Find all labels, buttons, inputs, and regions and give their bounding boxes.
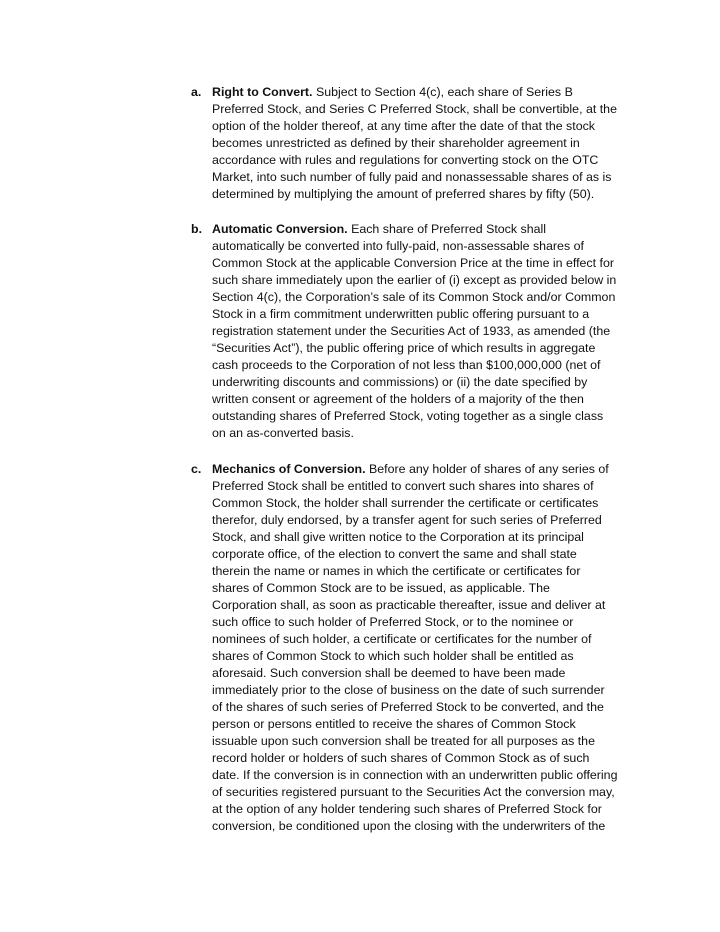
paragraph-line: “Securities Act”), the public offering price of which results in aggregate <box>212 341 596 355</box>
paragraph-line: underwriting discounts and commissions) or (ii) the date specified by <box>212 375 588 389</box>
section-heading: Automatic Conversion. <box>212 222 348 236</box>
line-text: Each share of Preferred Stock shall <box>347 222 546 236</box>
paragraph-line <box>212 84 641 101</box>
section-marker: a. <box>191 85 202 99</box>
paragraph-line: therefor, duly endorsed, by a transfer agent for such series of Preferred <box>212 513 602 527</box>
line-text: Before any holder of shares of any series of <box>365 462 609 476</box>
paragraph-line <box>212 461 641 478</box>
paragraph-line: corporate office, of the election to convert the same and shall state <box>212 547 577 561</box>
paragraph-line: Common Stock at the applicable Conversion Price at the time in effect for <box>212 256 614 270</box>
paragraph-line: option of the holder thereof, at any time after the date of that the stock <box>212 119 595 133</box>
section-marker: c. <box>191 462 202 476</box>
line-text: Subject to Section 4(c), each share of Series B <box>312 85 573 99</box>
paragraph-line: date. If the conversion is in connection with an underwritten public offering <box>212 768 618 782</box>
paragraph-line: issuable upon such conversion shall be treated for all purposes as the <box>212 734 595 748</box>
paragraph-line: on an as-converted basis. <box>212 426 354 440</box>
paragraph-line: record holder or holders of such shares of Common Stock as of such <box>212 751 590 765</box>
paragraph-line: therein the name or names in which the certificate or certificates for <box>212 564 581 578</box>
paragraph-line: Preferred Stock shall be entitled to convert such shares into shares of <box>212 479 594 493</box>
paragraph-line: at the option of any holder tendering such shares of Preferred Stock for <box>212 802 602 816</box>
section-paragraph <box>212 221 641 442</box>
paragraph-line: shares of Common Stock to which such holder shall be entitled as <box>212 649 574 663</box>
paragraph-line: nominees of such holder, a certificate or certificates for the number of <box>212 632 592 646</box>
paragraph-line: cash proceeds to the Corporation of not less than $100,000,000 (net of <box>212 358 601 372</box>
paragraph-line: of securities registered pursuant to the Securities Act the conversion may, <box>212 785 615 799</box>
paragraph-line: Stock, and shall give written notice to the Corporation at its principal <box>212 530 584 544</box>
section-marker: b. <box>191 222 203 236</box>
paragraph-line: accordance with rules and regulations for converting stock on the OTC <box>212 153 599 167</box>
paragraph-line: Common Stock, the holder shall surrender the certificate or certificates <box>212 496 599 510</box>
paragraph-line: person or persons entitled to receive the shares of Common Stock <box>212 717 576 731</box>
paragraph-line: Section 4(c), the Corporation’s sale of its Common Stock and/or Common <box>212 290 616 304</box>
paragraph-line: shares of Common Stock are to be issued, as applicable. The <box>212 581 550 595</box>
section-heading: Right to Convert. <box>212 85 313 99</box>
paragraph-line: immediately prior to the close of business on the date of such surrender <box>212 683 605 697</box>
paragraph-line: such share immediately upon the earlier of (i) except as provided below in <box>212 273 617 287</box>
paragraph-line: aforesaid. Such conversion shall be deemed to have been made <box>212 666 566 680</box>
paragraph-line: becomes unrestricted as defined by their shareholder agreement in <box>212 136 580 150</box>
paragraph-line: Market, into such number of fully paid and nonassessable shares of as is <box>212 170 612 184</box>
paragraph-line: determined by multiplying the amount of preferred shares by fifty (50). <box>212 187 595 201</box>
paragraph-line <box>212 221 641 238</box>
paragraph-line: registration statement under the Securities Act of 1933, as amended (the <box>212 324 611 338</box>
section-heading: Mechanics of Conversion. <box>212 462 366 476</box>
paragraph-line: outstanding shares of Preferred Stock, voting together as a single class <box>212 409 604 423</box>
paragraph-line: written consent or agreement of the holders of a majority of the then <box>212 392 584 406</box>
section-paragraph <box>212 84 641 203</box>
paragraph-line: conversion, be conditioned upon the closing with the underwriters of the <box>212 819 606 833</box>
paragraph-line: of the shares of such series of Preferred Stock to be converted, and the <box>212 700 604 714</box>
paragraph-line: Preferred Stock, and Series C Preferred Stock, shall be convertible, at the <box>212 102 617 116</box>
section-paragraph <box>212 461 641 835</box>
paragraph-line: Stock in a firm commitment underwritten public offering pursuant to a <box>212 307 590 321</box>
paragraph-line: Corporation shall, as soon as practicable thereafter, issue and deliver at <box>212 598 606 612</box>
paragraph-line: such office to such holder of Preferred Stock, or to the nominee or <box>212 615 574 629</box>
paragraph-line: automatically be converted into fully-paid, non-assessable shares of <box>212 239 584 253</box>
